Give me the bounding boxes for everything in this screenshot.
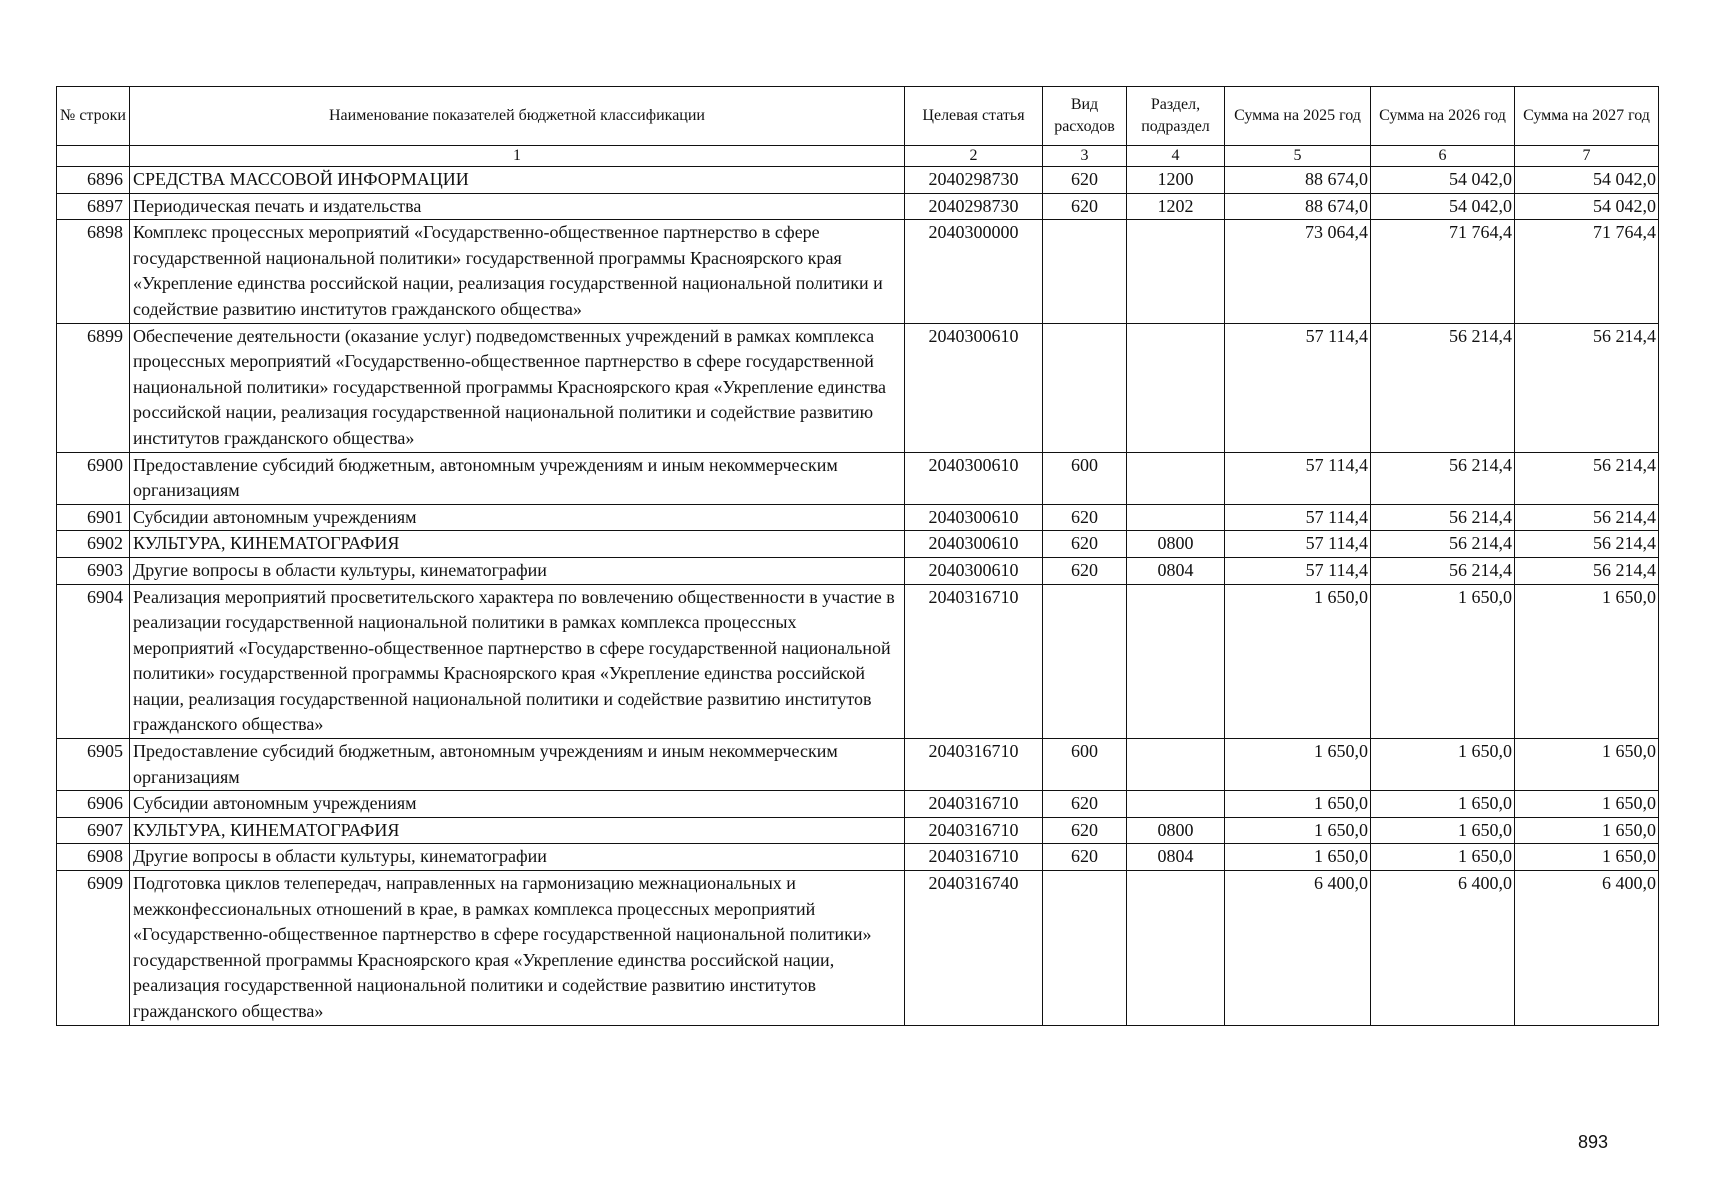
row-vid: 620: [1043, 531, 1127, 558]
table-row: [57, 452, 1659, 504]
row-razdel: 1200: [1127, 167, 1225, 194]
row-razdel: [1127, 220, 1225, 323]
row-vid: 620: [1043, 167, 1127, 194]
row-sum-2026: 1 650,0: [1371, 844, 1515, 871]
row-sum-2025: 1 650,0: [1225, 817, 1371, 844]
table-row: [57, 817, 1659, 844]
table-row: [57, 791, 1659, 818]
row-sum-2027: 6 400,0: [1515, 871, 1659, 1026]
row-sum-2027: 56 214,4: [1515, 531, 1659, 558]
row-vid: 600: [1043, 452, 1127, 504]
row-sum-2025: 57 114,4: [1225, 531, 1371, 558]
row-sum-2025: 1 650,0: [1225, 739, 1371, 791]
row-name: Обеспечение деятельности (оказание услуг) подведомственных учреждений в рамках комплекса процессных мероприятий «Государственно-общественное партнерство в сфере государственной национальной политики» государственной программы Красноярского края «Укрепление единства российской нации, реализация государственной национальной политики и содействие развитию институтов гражданского общества»: [130, 323, 905, 452]
row-sum-2025: 57 114,4: [1225, 452, 1371, 504]
row-sum-2026: 54 042,0: [1371, 193, 1515, 220]
table-row: [57, 584, 1659, 739]
row-razdel: [1127, 871, 1225, 1026]
row-number: 6906: [57, 791, 130, 818]
row-razdel: [1127, 791, 1225, 818]
column-number: 6: [1371, 146, 1515, 167]
row-vid: 620: [1043, 193, 1127, 220]
column-number: 3: [1043, 146, 1127, 167]
table-row: [57, 739, 1659, 791]
table-row: [57, 193, 1659, 220]
table-row: [57, 531, 1659, 558]
row-razdel: [1127, 584, 1225, 739]
budget-table: [56, 86, 1659, 1026]
row-target: 2040300610: [905, 531, 1043, 558]
row-sum-2026: 56 214,4: [1371, 557, 1515, 584]
row-vid: 620: [1043, 557, 1127, 584]
row-sum-2025: 88 674,0: [1225, 193, 1371, 220]
row-sum-2026: 56 214,4: [1371, 452, 1515, 504]
header-sum-2025: Сумма на 2025 год: [1225, 87, 1371, 146]
row-sum-2027: 56 214,4: [1515, 323, 1659, 452]
row-name: Субсидии автономным учреждениям: [130, 504, 905, 531]
row-sum-2025: 73 064,4: [1225, 220, 1371, 323]
header-target: Целевая статья: [905, 87, 1043, 146]
row-number: 6902: [57, 531, 130, 558]
row-name: Другие вопросы в области культуры, кинематографии: [130, 844, 905, 871]
row-number: 6896: [57, 167, 130, 194]
row-sum-2027: 1 650,0: [1515, 844, 1659, 871]
table-row: [57, 557, 1659, 584]
row-name: КУЛЬТУРА, КИНЕМАТОГРАФИЯ: [130, 531, 905, 558]
row-razdel: 0800: [1127, 817, 1225, 844]
row-sum-2025: 57 114,4: [1225, 557, 1371, 584]
row-sum-2026: 56 214,4: [1371, 323, 1515, 452]
row-sum-2027: 56 214,4: [1515, 452, 1659, 504]
row-sum-2025: 1 650,0: [1225, 844, 1371, 871]
row-target: 2040298730: [905, 193, 1043, 220]
header-name: Наименование показателей бюджетной классификации: [130, 87, 905, 146]
row-razdel: [1127, 739, 1225, 791]
row-sum-2026: 1 650,0: [1371, 584, 1515, 739]
column-number-empty: [57, 146, 130, 167]
row-vid: 620: [1043, 817, 1127, 844]
row-vid: [1043, 871, 1127, 1026]
row-target: 2040300000: [905, 220, 1043, 323]
row-sum-2026: 1 650,0: [1371, 817, 1515, 844]
row-sum-2026: 1 650,0: [1371, 739, 1515, 791]
row-sum-2026: 1 650,0: [1371, 791, 1515, 818]
row-target: 2040316710: [905, 817, 1043, 844]
column-number: 4: [1127, 146, 1225, 167]
row-target: 2040300610: [905, 452, 1043, 504]
row-number: 6905: [57, 739, 130, 791]
row-name: КУЛЬТУРА, КИНЕМАТОГРАФИЯ: [130, 817, 905, 844]
row-target: 2040316710: [905, 584, 1043, 739]
table-row: [57, 323, 1659, 452]
row-target: 2040316710: [905, 739, 1043, 791]
row-sum-2027: 71 764,4: [1515, 220, 1659, 323]
row-vid: 620: [1043, 844, 1127, 871]
row-target: 2040316710: [905, 844, 1043, 871]
page-number: 893: [1578, 1132, 1609, 1152]
row-name: Субсидии автономным учреждениям: [130, 791, 905, 818]
row-sum-2025: 88 674,0: [1225, 167, 1371, 194]
row-target: 2040300610: [905, 323, 1043, 452]
row-razdel: [1127, 504, 1225, 531]
column-number: 1: [130, 146, 905, 167]
row-sum-2026: 56 214,4: [1371, 531, 1515, 558]
row-sum-2026: 56 214,4: [1371, 504, 1515, 531]
row-vid: [1043, 323, 1127, 452]
table-row: [57, 167, 1659, 194]
row-vid: 620: [1043, 791, 1127, 818]
row-razdel: [1127, 452, 1225, 504]
table-row: [57, 871, 1659, 1026]
row-target: 2040300610: [905, 557, 1043, 584]
row-sum-2025: 6 400,0: [1225, 871, 1371, 1026]
row-number: 6904: [57, 584, 130, 739]
row-number: 6898: [57, 220, 130, 323]
row-vid: 620: [1043, 504, 1127, 531]
row-number: 6909: [57, 871, 130, 1026]
header-row-no: № строки: [57, 87, 130, 146]
column-number-row: [57, 146, 1659, 167]
row-vid: 600: [1043, 739, 1127, 791]
row-number: 6903: [57, 557, 130, 584]
table-row: [57, 504, 1659, 531]
row-target: 2040298730: [905, 167, 1043, 194]
row-sum-2025: 1 650,0: [1225, 584, 1371, 739]
row-sum-2026: 71 764,4: [1371, 220, 1515, 323]
row-sum-2025: 1 650,0: [1225, 791, 1371, 818]
row-number: 6908: [57, 844, 130, 871]
row-name: СРЕДСТВА МАССОВОЙ ИНФОРМАЦИИ: [130, 167, 905, 194]
row-razdel: 0804: [1127, 844, 1225, 871]
column-number: 2: [905, 146, 1043, 167]
row-number: 6900: [57, 452, 130, 504]
row-target: 2040316740: [905, 871, 1043, 1026]
row-target: 2040316710: [905, 791, 1043, 818]
row-name: Подготовка циклов телепередач, направленных на гармонизацию межнациональных и межконфессиональных отношений в крае, в рамках комплекса процессных мероприятий «Государственно-общественное партнерство в сфере государственной национальной политики» государственной программы Красноярского края «Укрепление единства российской нации, реализация государственной национальной политики и содействие развитию институтов гражданского общества»: [130, 871, 905, 1026]
row-name: Комплекс процессных мероприятий «Государственно-общественное партнерство в сфере государственной национальной политики» государственной программы Красноярского края «Укрепление единства российской нации, реализация государственной национальной политики и содействие развитию институтов гражданского общества»: [130, 220, 905, 323]
row-razdel: 1202: [1127, 193, 1225, 220]
column-number: 7: [1515, 146, 1659, 167]
row-number: 6901: [57, 504, 130, 531]
row-name: Предоставление субсидий бюджетным, автономным учреждениям и иным некоммерческим организациям: [130, 739, 905, 791]
row-razdel: [1127, 323, 1225, 452]
row-sum-2027: 1 650,0: [1515, 584, 1659, 739]
row-target: 2040300610: [905, 504, 1043, 531]
row-razdel: 0800: [1127, 531, 1225, 558]
row-name: Предоставление субсидий бюджетным, автономным учреждениям и иным некоммерческим организациям: [130, 452, 905, 504]
row-vid: [1043, 584, 1127, 739]
table-row: [57, 844, 1659, 871]
header-sum-2026: Сумма на 2026 год: [1371, 87, 1515, 146]
row-sum-2027: 54 042,0: [1515, 167, 1659, 194]
table-row: [57, 220, 1659, 323]
row-sum-2027: 1 650,0: [1515, 791, 1659, 818]
row-sum-2027: 54 042,0: [1515, 193, 1659, 220]
row-name: Другие вопросы в области культуры, кинематографии: [130, 557, 905, 584]
row-vid: [1043, 220, 1127, 323]
column-number: 5: [1225, 146, 1371, 167]
row-number: 6907: [57, 817, 130, 844]
row-sum-2027: 56 214,4: [1515, 504, 1659, 531]
row-sum-2027: 1 650,0: [1515, 817, 1659, 844]
row-sum-2027: 1 650,0: [1515, 739, 1659, 791]
header-razdel: Раздел, подраздел: [1127, 87, 1225, 146]
row-sum-2025: 57 114,4: [1225, 504, 1371, 531]
row-sum-2026: 6 400,0: [1371, 871, 1515, 1026]
row-number: 6897: [57, 193, 130, 220]
row-razdel: 0804: [1127, 557, 1225, 584]
header-row: [57, 87, 1659, 146]
header-vid: Вид расходов: [1043, 87, 1127, 146]
row-name: Реализация мероприятий просветительского характера по вовлечению общественности в участие в реализации государственной национальной политики в рамках комплекса процессных мероприятий «Государственно-общественное партнерство в сфере государственной национальной политики» государственной программы Красноярского края «Укрепление единства российской нации, реализация государственной национальной политики и содействие развитию институтов гражданского общества»: [130, 584, 905, 739]
row-number: 6899: [57, 323, 130, 452]
row-sum-2026: 54 042,0: [1371, 167, 1515, 194]
row-sum-2027: 56 214,4: [1515, 557, 1659, 584]
header-sum-2027: Сумма на 2027 год: [1515, 87, 1659, 146]
row-sum-2025: 57 114,4: [1225, 323, 1371, 452]
row-name: Периодическая печать и издательства: [130, 193, 905, 220]
